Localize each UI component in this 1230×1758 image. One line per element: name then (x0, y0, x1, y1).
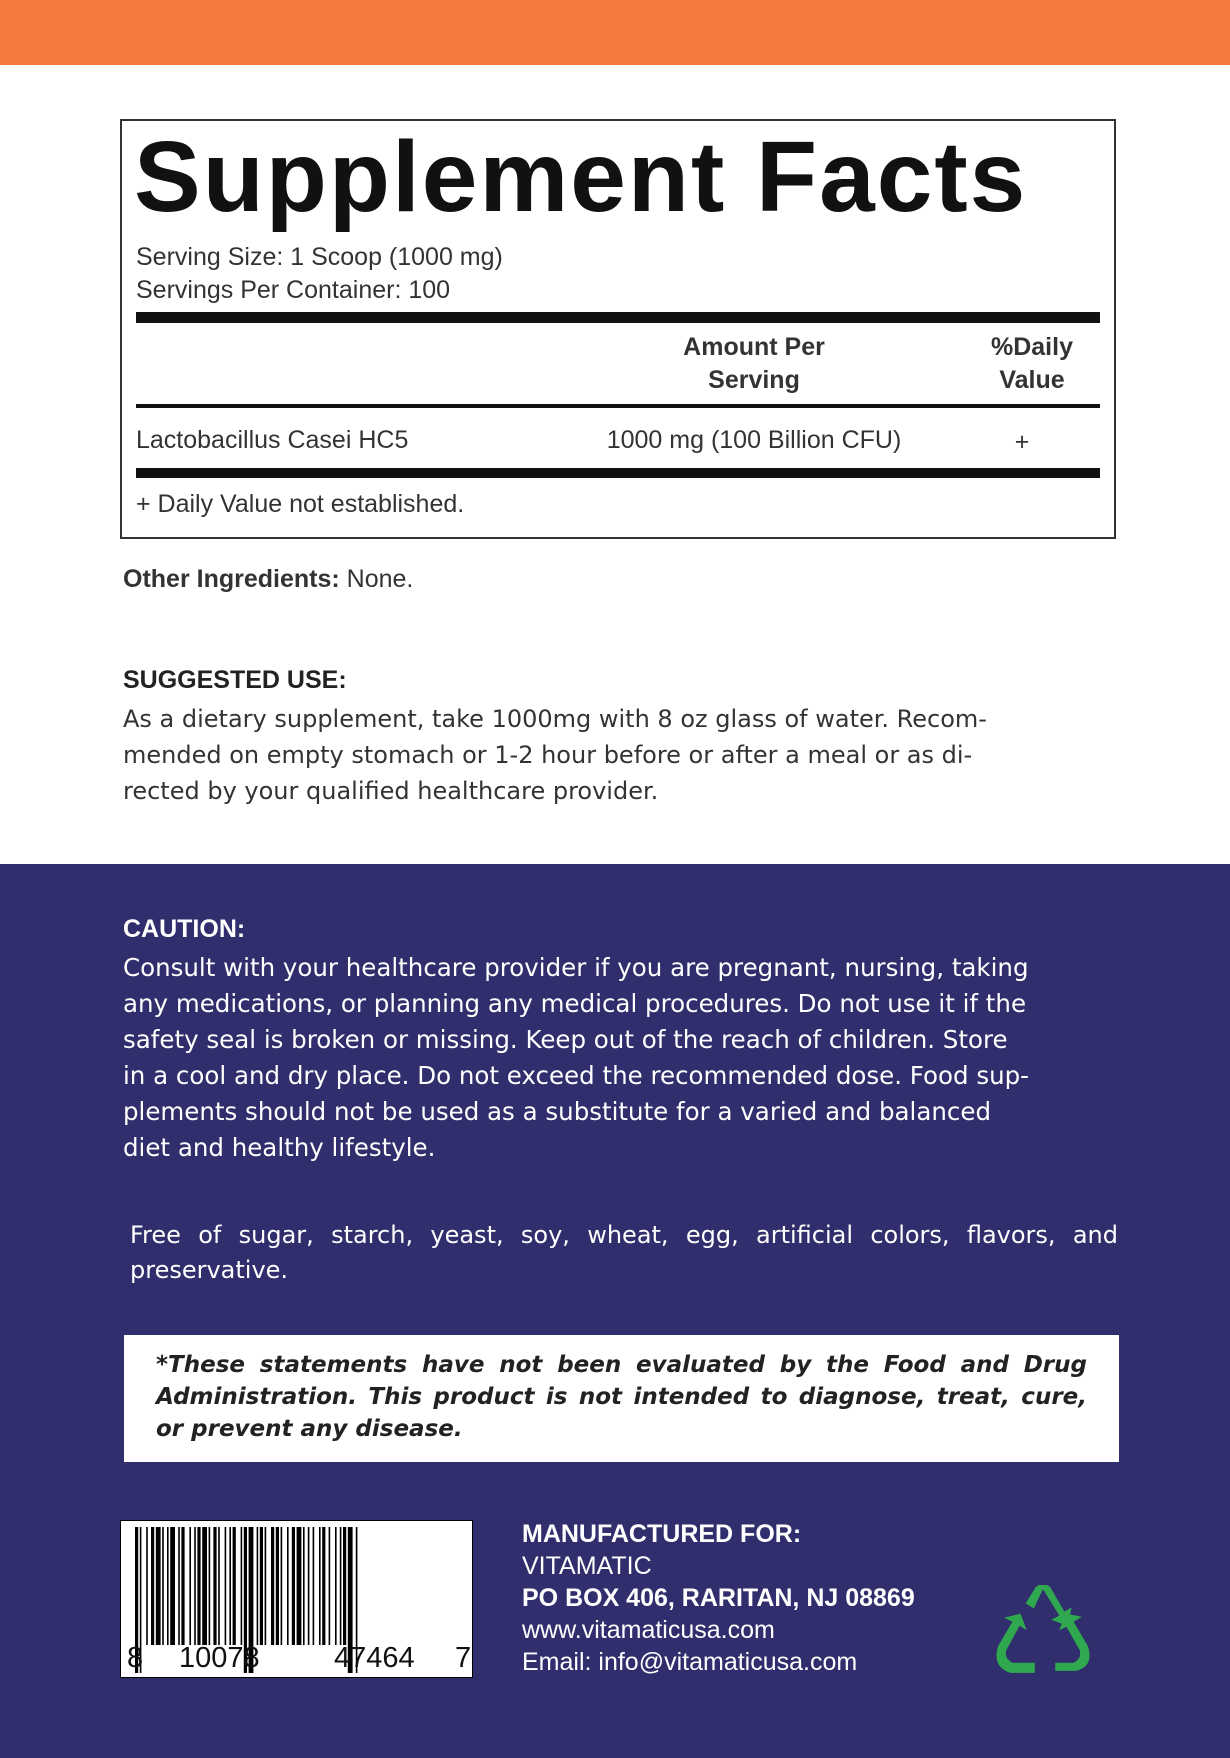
barcode-digit-right: 7 (455, 1642, 472, 1674)
barcode-bar (257, 1527, 259, 1645)
barcode-bar (156, 1527, 161, 1645)
supplement-facts-panel (120, 119, 1116, 539)
manufacturer-address: PO BOX 406, RARITAN, NJ 08869 (522, 1584, 915, 1612)
col-head-daily-value (972, 331, 1092, 397)
barcode-bar (218, 1527, 220, 1645)
caution-line: plements should not be used as a substitute for a varied and balanced (123, 1097, 992, 1126)
other-ingredients (123, 565, 413, 594)
col-head-dv-line2: Value (999, 366, 1065, 394)
daily-value-footnote: + Daily Value not established. (136, 490, 465, 518)
barcode-bar (319, 1527, 321, 1645)
facts-title: Supplement Facts (134, 121, 1028, 233)
manufacturer-info (522, 1518, 915, 1678)
manufacturer-name: VITAMATIC (522, 1552, 652, 1580)
barcode-bar (178, 1527, 180, 1645)
barcode-bar (194, 1527, 196, 1645)
barcode-bar (340, 1527, 342, 1645)
manufacturer-email: Email: info@vitamaticusa.com (522, 1648, 858, 1676)
barcode-bar (170, 1527, 175, 1645)
barcode-digit-left: 8 (127, 1642, 144, 1674)
col-head-dv-line1: %Daily (991, 333, 1073, 361)
barcode-bar (225, 1527, 227, 1645)
ingredient-name: Lactobacillus Casei HC5 (136, 426, 409, 454)
col-head-amount-line1: Amount Per (683, 333, 825, 361)
barcode-bar (162, 1527, 164, 1645)
caution-line: diet and healthy lifestyle. (123, 1133, 436, 1162)
suggested-use-heading: SUGGESTED USE: (123, 666, 347, 694)
caution-line: Consult with your healthcare provider if you are pregnant, nursing, taking (123, 953, 1029, 982)
barcode-bar (329, 1527, 331, 1645)
servings-per-container: Servings Per Container: 100 (136, 276, 451, 304)
other-ingredients-label: Other Ingredients: (123, 565, 340, 593)
suggested-use-line: mended on empty stomach or 1-2 hour before or after a meal or as di- (123, 741, 973, 769)
barcode-bar (276, 1527, 279, 1645)
barcode-bar (181, 1527, 184, 1645)
barcode-bar (233, 1527, 236, 1645)
barcode-bar (303, 1527, 305, 1645)
fda-disclaimer-box (124, 1335, 1119, 1462)
barcode-bar (167, 1527, 169, 1645)
barcode (120, 1520, 473, 1678)
recycle-icon (990, 1585, 1096, 1677)
barcode-group-1: 10078 (179, 1642, 260, 1674)
manufacturer-heading: MANUFACTURED FOR: (522, 1520, 802, 1548)
barcode-bar (292, 1527, 295, 1645)
ingredient-daily-value: + (1014, 428, 1030, 456)
caution-heading: CAUTION: (123, 915, 246, 943)
fda-disclaimer: *These statements have not been evaluated by the Food and Drug Administration. This product is not intended to diagnose, treat, cure, or prevent any disease. (156, 1352, 1087, 1442)
caution-text (123, 950, 1118, 1166)
barcode-bar (260, 1527, 263, 1645)
barcode-bar (281, 1527, 283, 1645)
barcode-bar (202, 1527, 207, 1645)
caution-line: any medications, or planning any medical procedures. Do not use it if the (123, 989, 1027, 1018)
col-head-amount (644, 331, 864, 397)
barcode-bar (287, 1527, 289, 1645)
divider-thick-bottom (136, 468, 1100, 478)
caution-line: safety seal is broken or missing. Keep out of the reach of children. Store (123, 1025, 1008, 1054)
barcode-bar (241, 1527, 243, 1645)
barcode-bar (209, 1527, 211, 1645)
top-orange-band (0, 0, 1230, 65)
barcode-bar (313, 1527, 315, 1645)
barcode-bars (121, 1521, 474, 1679)
barcode-bar (229, 1527, 231, 1645)
suggested-use-line: rected by your qualified healthcare provider. (123, 777, 659, 805)
barcode-bar (308, 1527, 310, 1645)
serving-size: Serving Size: 1 Scoop (1000 mg) (136, 243, 503, 271)
barcode-bar (322, 1527, 325, 1645)
barcode-bar (343, 1527, 346, 1645)
divider-thin (136, 404, 1100, 408)
barcode-bar (335, 1527, 337, 1645)
divider-thick-top (136, 312, 1100, 323)
barcode-bar (146, 1527, 148, 1645)
ingredient-amount: 1000 mg (100 Billion CFU) (606, 426, 902, 454)
barcode-bar (151, 1527, 154, 1645)
barcode-bar (271, 1527, 274, 1645)
barcode-bar (189, 1527, 191, 1645)
caution-line: in a cool and dry place. Do not exceed the recommended dose. Food sup- (123, 1061, 1030, 1090)
barcode-bar (265, 1527, 267, 1645)
other-ingredients-value: None. (346, 565, 414, 593)
barcode-group-2: 47464 (334, 1642, 415, 1674)
barcode-bar (297, 1527, 302, 1645)
serving-info (136, 241, 503, 307)
suggested-use-line: As a dietary supplement, take 1000mg with 8 oz glass of water. Recom- (123, 705, 987, 733)
manufacturer-website: www.vitamaticusa.com (522, 1616, 775, 1644)
barcode-bar (197, 1527, 200, 1645)
free-of-statement: Free of sugar, starch, yeast, soy, wheat, egg, artificial colors, flavors, and preservative. (130, 1221, 1118, 1284)
barcode-bar (213, 1527, 216, 1645)
col-head-amount-line2: Serving (708, 366, 800, 394)
suggested-use-text (123, 701, 1088, 809)
